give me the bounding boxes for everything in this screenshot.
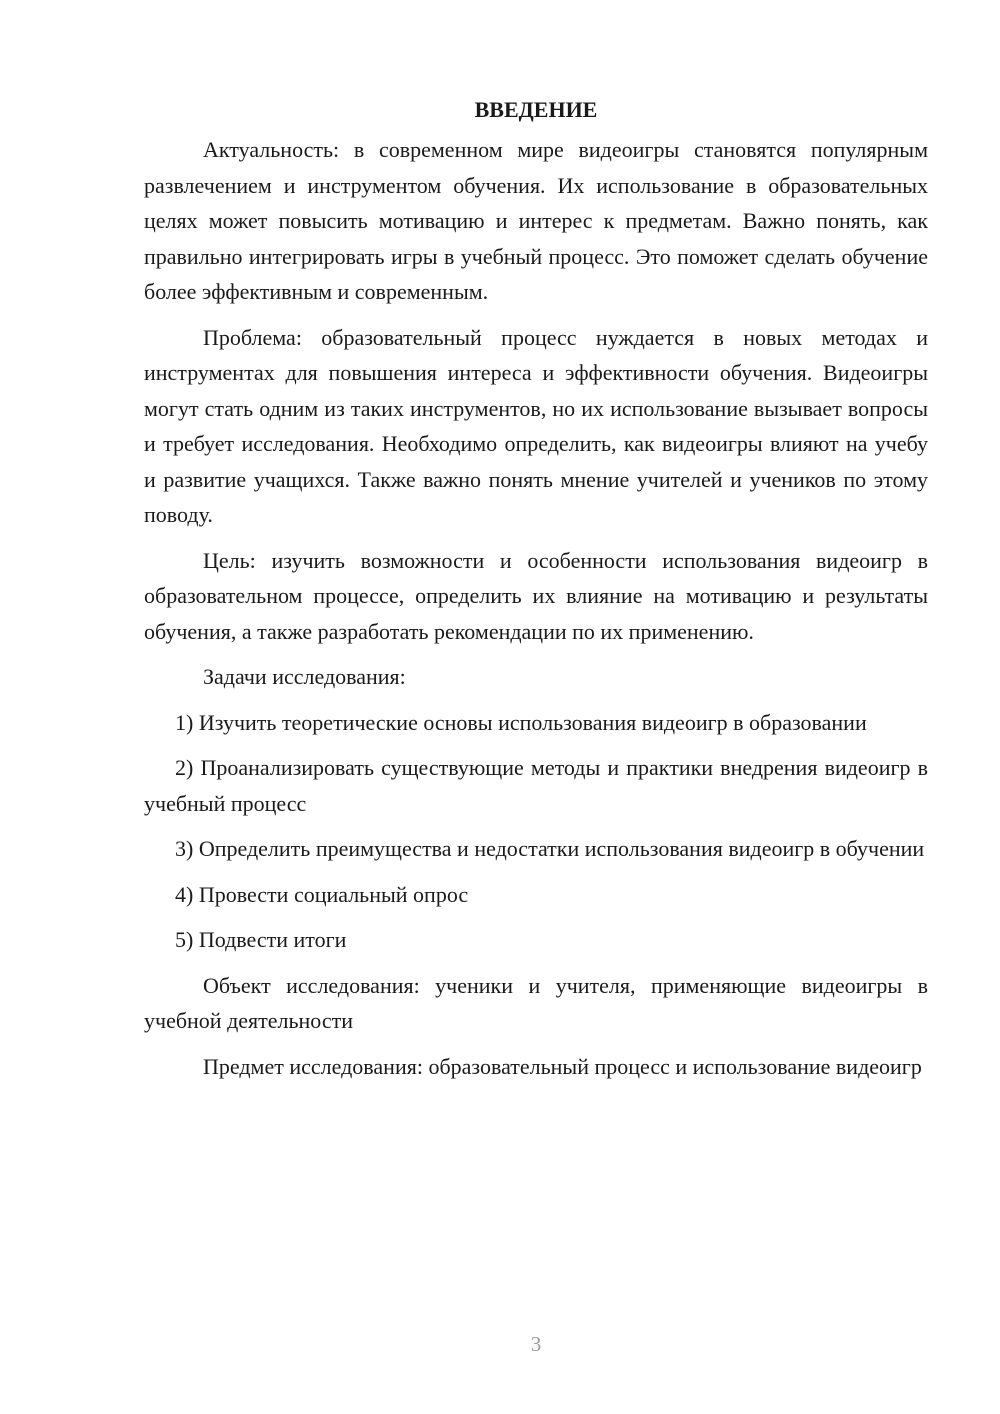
page-number: 3: [530, 1332, 542, 1356]
paragraph-object: Объект исследования: ученики и учителя, применяющие видеоигры в учебной деятельности: [144, 972, 928, 1033]
task-item-3: 3) Определить преимущества и недостатки использования видеоигр в обучении: [175, 836, 925, 861]
task-item-2: 2) Проанализировать существующие методы и практики внедрения видеоигр в учебный процесс: [144, 755, 928, 816]
task-item-4: 4) Провести социальный опрос: [175, 881, 469, 907]
section-heading: ВВЕДЕНИЕ: [474, 97, 598, 122]
document-page: [144, 88, 928, 1094]
paragraph-relevance: Актуальность: в современном мире видеоигры становятся популярным развлечением и инструментом обучения. Их использование в образовательных целях может повысить мотивацию и интерес к предметам. Важно понять, как правильно интегрировать игры в учебный процесс. Это поможет сделать обучение более эффективным и современным.: [144, 137, 928, 304]
paragraph-subject: Предмет исследования: образовательный процесс и использование видеоигр: [203, 1053, 922, 1079]
task-item-5: 5) Подвести итоги: [175, 927, 347, 952]
tasks-title: Задачи исследования:: [203, 664, 406, 689]
task-item-1: 1) Изучить теоретические основы использования видеоигр в образовании: [175, 709, 867, 735]
paragraph-goal: Цель: изучить возможности и особенности использования видеоигр в образовательном процессе, определить их влияние на мотивацию и результаты обучения, а также разработать рекомендации по их применению.: [144, 547, 928, 644]
paragraph-problem: Проблема: образовательный процесс нуждается в новых методах и инструментах для повышения интереса и эффективности обучения. Видеоигры могут стать одним из таких инструментов, но их использование вызывает вопросы и требует исследования. Необходимо определить, как видеоигры влияют на учебу и развитие учащихся. Также важно понять мнение учителей и учеников по этому поводу.: [144, 324, 928, 527]
